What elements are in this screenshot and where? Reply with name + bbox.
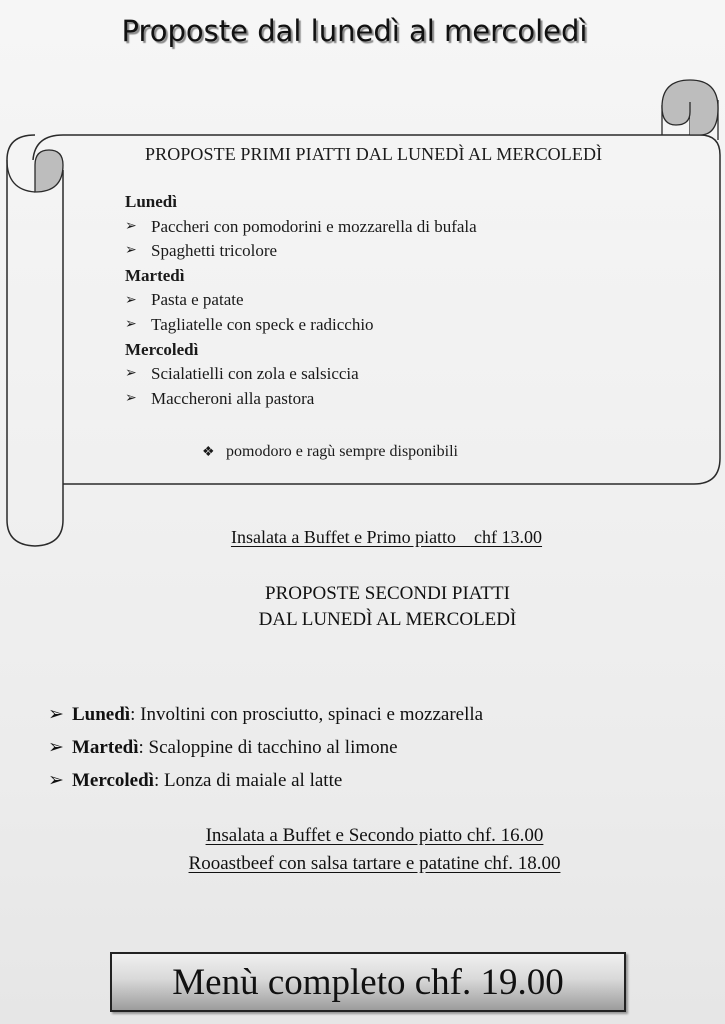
day-label: Lunedì	[72, 704, 131, 725]
day-heading-mercoledi: Mercoledì	[125, 339, 199, 359]
list-item	[125, 362, 477, 387]
secondi-heading-line1: PROPOSTE SECONDI PIATTI	[265, 583, 510, 604]
price-secondo: Insalata a Buffet e Secondo piatto chf. 16.00	[205, 825, 544, 846]
secondi-heading	[0, 581, 725, 633]
arrowhead-bullet-icon: ➢	[125, 218, 137, 234]
sauce-note	[202, 443, 458, 461]
day-heading-lunedi: Lunedì	[125, 192, 177, 211]
separator: :	[138, 737, 149, 758]
list-item	[48, 731, 483, 764]
arrowhead-bullet-icon: ➢	[48, 770, 64, 791]
dish-name: Involtini con prosciutto, spinaci e mozzarella	[140, 704, 484, 725]
list-item	[48, 764, 483, 797]
price-primo: Insalata a Buffet e Primo piatto chf 13.00	[230, 527, 543, 547]
list-item	[125, 288, 477, 313]
list-item	[125, 239, 477, 264]
arrowhead-bullet-icon: ➢	[125, 366, 137, 382]
list-item	[125, 313, 477, 338]
primi-list	[125, 190, 477, 411]
price-roastbeef: Rooastbeef con salsa tartare e patatine chf. 18.00	[188, 853, 561, 874]
dish-name: Tagliatelle con speck e radicchio	[151, 314, 374, 334]
price-block	[12, 822, 725, 878]
four-diamond-bullet-icon: ❖	[202, 445, 215, 460]
menu-completo-price: Menù completo chf. 19.00	[172, 961, 564, 1003]
scroll-left-roll	[28, 150, 63, 537]
dish-name: Lonza di maiale al latte	[163, 770, 343, 791]
day-label: Mercoledì	[72, 770, 154, 791]
secondi-list	[48, 698, 483, 797]
dish-name: Maccheroni alla pastora	[151, 388, 315, 408]
arrowhead-bullet-icon: ➢	[48, 737, 64, 758]
page-title: Proposte dal lunedì al mercoledì	[121, 14, 588, 48]
list-item	[125, 387, 477, 412]
scroll-right-curl-icon	[662, 80, 718, 135]
dish-name: Pasta e patate	[151, 290, 244, 310]
primi-heading: PROPOSTE PRIMI PIATTI DAL LUNEDÌ AL MERCOLEDÌ	[145, 144, 603, 164]
dish-name: Paccheri con pomodorini e mozzarella di bufala	[151, 216, 477, 236]
dish-name: Spaghetti tricolore	[151, 241, 278, 261]
list-item	[125, 215, 477, 240]
arrowhead-bullet-icon: ➢	[125, 317, 137, 333]
list-item	[48, 698, 483, 731]
arrowhead-bullet-icon: ➢	[125, 391, 137, 407]
secondi-heading-line2: DAL LUNEDÌ AL MERCOLEDÌ	[258, 609, 517, 630]
note-text: pomodoro e ragù sempre disponibili	[226, 443, 458, 460]
arrowhead-bullet-icon: ➢	[125, 292, 137, 308]
dish-name: Scaloppine di tacchino al limone	[148, 737, 398, 758]
arrowhead-bullet-icon: ➢	[125, 243, 137, 259]
scroll-left-curl-icon	[35, 150, 63, 192]
arrowhead-bullet-icon: ➢	[48, 704, 64, 725]
separator: :	[130, 704, 141, 725]
day-label: Martedì	[72, 737, 139, 758]
dish-name: Scialatielli con zola e salsiccia	[151, 364, 359, 384]
menu-completo-banner	[110, 952, 626, 1012]
separator: :	[153, 770, 164, 791]
day-heading-martedi: Martedì	[125, 265, 185, 285]
